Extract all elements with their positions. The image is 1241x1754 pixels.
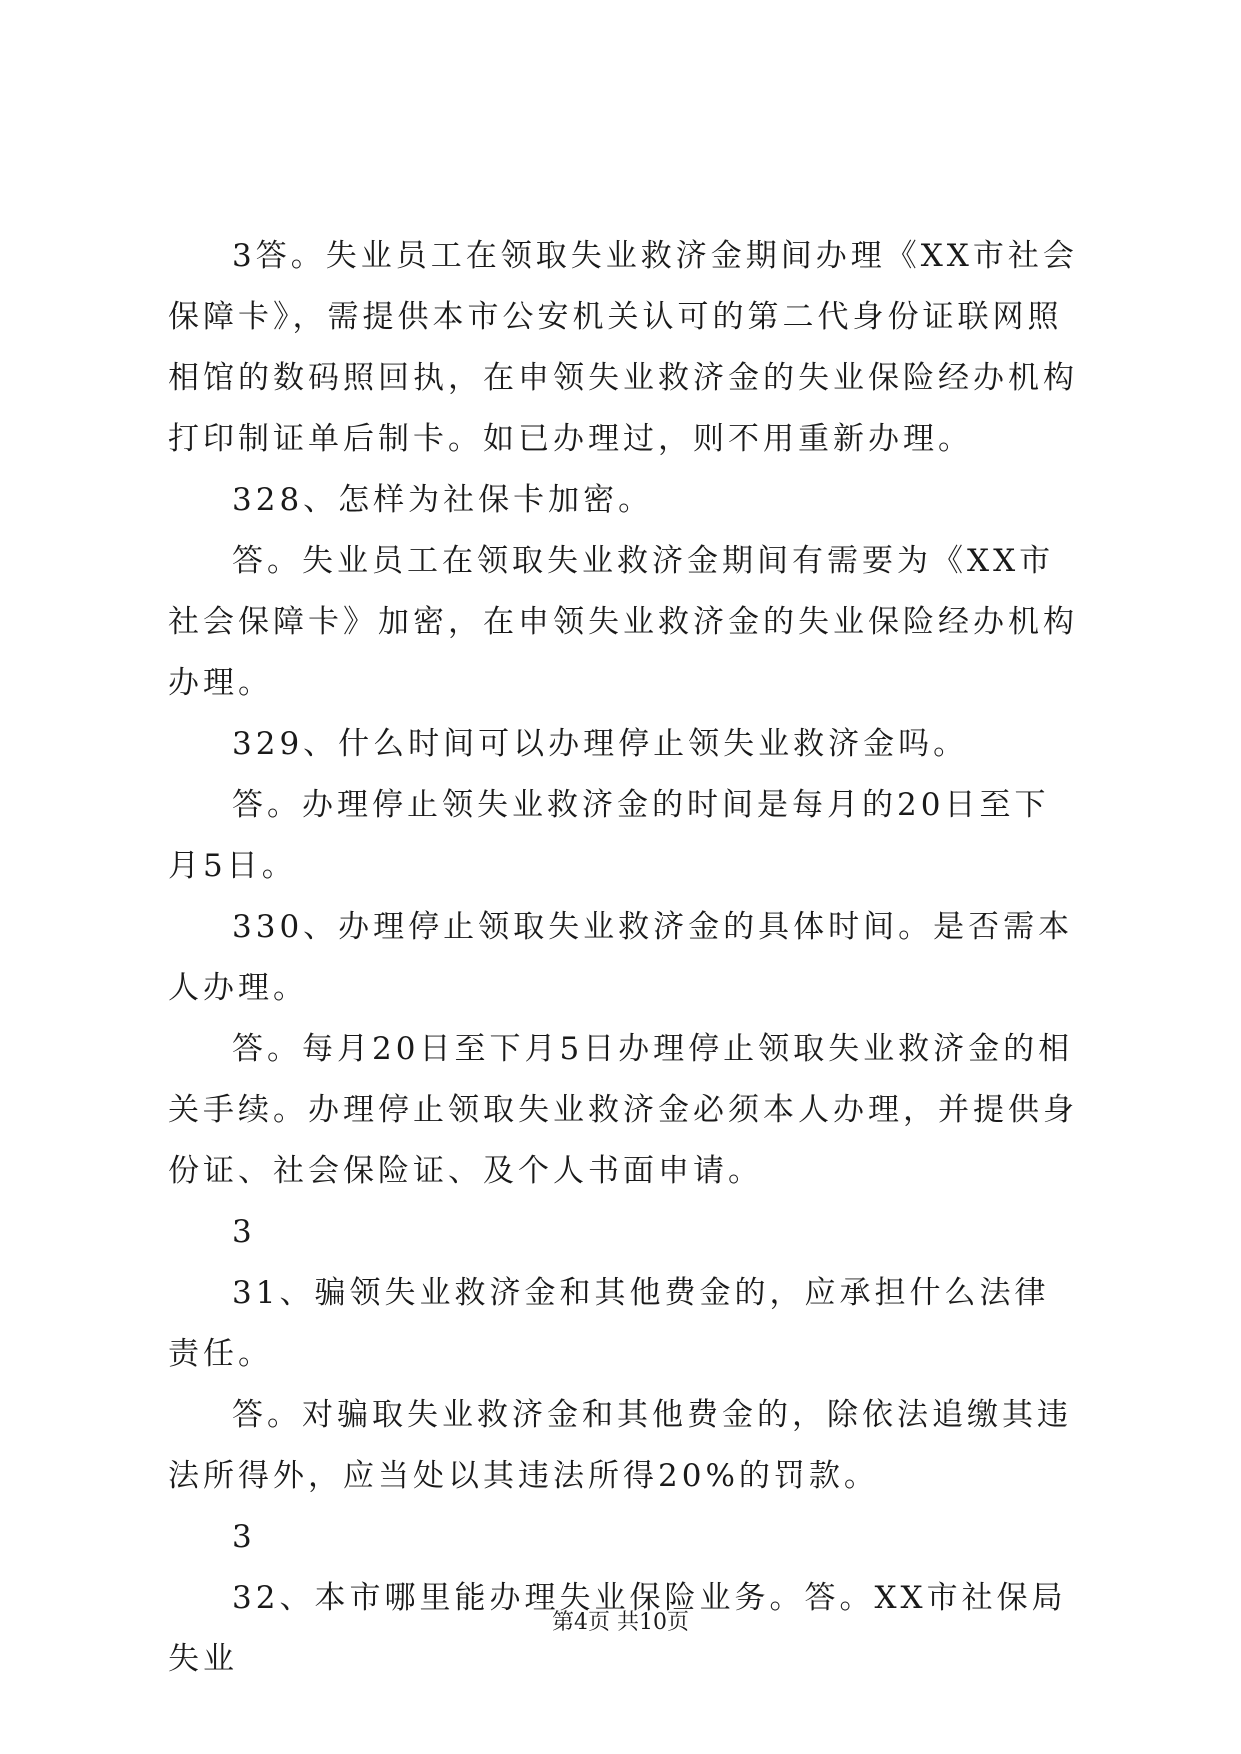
- paragraph-answer-330: 答。每月20日至下月5日办理停止领取失业救济金的相关手续。办理停止领取失业救济金必须本人办理，并提供身份证、社会保险证、及个人书面申请。: [168, 1031, 1078, 1189]
- paragraph-question-31: 31、骗领失业救济金和其他费金的，应承担什么法律责任。: [168, 1275, 1050, 1372]
- document-body: [168, 226, 1083, 1690]
- paragraph-question-32: 32、本市哪里能办理失业保险业务。答。XX市社保局失业: [168, 1580, 1067, 1677]
- paragraph-question-329: 329、什么时间可以办理停止领失业救济金吗。: [232, 726, 969, 762]
- paragraph-question-330: 330、办理停止领取失业救济金的具体时间。是否需本人办理。: [168, 909, 1074, 1006]
- paragraph-question-328: 328、怎样为社保卡加密。: [232, 482, 654, 518]
- paragraph-answer-329: 答。办理停止领失业救济金的时间是每月的20日至下月5日。: [168, 787, 1050, 884]
- paragraph-answer-31: 答。对骗取失业救济金和其他费金的，除依法追缴其违法所得外，应当处以其违法所得20%的罚款。: [168, 1397, 1072, 1494]
- page-number-label: 第4页 共10页: [552, 1610, 689, 1635]
- page-footer: [0, 1608, 1241, 1638]
- paragraph-number-fragment: 3: [232, 1519, 256, 1555]
- paragraph-number-fragment: 3: [232, 1214, 256, 1250]
- paragraph-answer-328: 答。失业员工在领取失业救济金期间有需要为《XX市社会保障卡》加密，在申领失业救济金的失业保险经办机构办理。: [168, 543, 1078, 701]
- paragraph-answer-3: 3答。失业员工在领取失业救济金期间办理《XX市社会保障卡》，需提供本市公安机关认可的第二代身份证联网照相馆的数码照回执，在申领失业救济金的失业保险经办机构打印制证单后制卡。如已办理过，则不用重新办理。: [168, 238, 1078, 457]
